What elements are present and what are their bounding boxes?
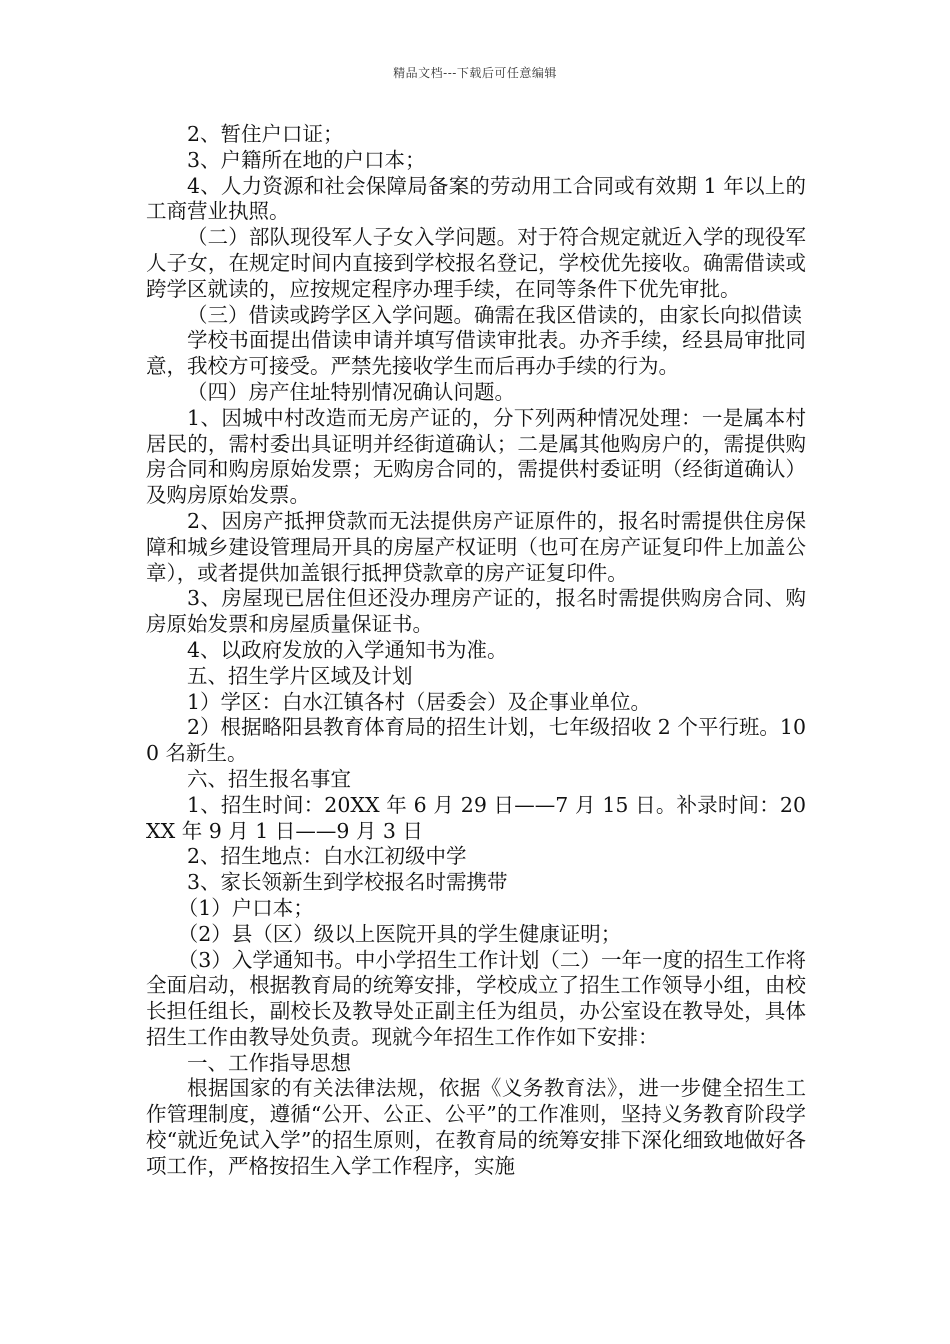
paragraph: 3、户籍所在地的户口本； [187,147,426,172]
paragraph: （三）借读或跨学区入学问题。确需在我区借读的，由家长向拟借读 [187,302,802,327]
document-body [146,122,806,1180]
section-heading: 一、工作指导思想 [187,1050,351,1075]
paragraph: （1）户口本； [177,895,314,920]
paragraph: 4、人力资源和社会保障局备案的劳动用工合同或有效期 1 年以上的工商营业执照。 [146,173,806,224]
paragraph: 1、因城中村改造而无房产证的，分下列两种情况处理：一是属本村居民的，需村委出具证明并经街道确认；二是属其他购房户的，需提供购房合同和购房原始发票；无购房合同的，需提供村委证明（经街道确认）及购房原始发票。 [146,405,806,508]
paragraph: 3、房屋现已居住但还没办理房产证的，报名时需提供购房合同、购房原始发票和房屋质量保证书。 [146,586,806,637]
paragraph: 学校书面提出借读申请并填写借读审批表。办齐手续，经县局审批同意，我校方可接受。严禁先接收学生而后再办手续的行为。 [146,328,806,379]
paragraph: （二）部队现役军人子女入学问题。对于符合规定就近入学的现役军人子女，在规定时间内直接到学校报名登记，学校优先接收。确需借读或跨学区就读的，应按规定程序办理手续，在同等条件下优先审批。 [146,225,806,301]
section-heading: 五、招生学片区域及计划 [187,663,413,688]
paragraph: 2）根据略阳县教育体育局的招生计划，七年级招收 2 个平行班。100 名新生。 [146,715,806,766]
paragraph: 2、招生地点：白水江初级中学 [187,844,467,869]
section-heading: 六、招生报名事宜 [187,766,351,791]
paragraph: 2、因房产抵押贷款而无法提供房产证原件的，报名时需提供住房保障和城乡建设管理局开具的房屋产权证明（也可在房产证复印件上加盖公章），或者提供加盖银行抵押贷款章的房产证复印件。 [146,508,806,585]
paragraph: 1、招生时间：20XX 年 6 月 29 日——7 月 15 日。补录时间：20XX 年 9 月 1 日——9 月 3 日 [146,792,806,843]
paragraph: 2、暂住户口证； [187,122,344,146]
page-header: 精品文档---下载后可任意编辑 [393,66,557,80]
paragraph: （3）入学通知书。中小学招生工作计划（二）一年一度的招生工作将全面启动，根据教育局的统筹安排，学校成立了招生工作领导小组，由校长担任组长，副校长及教导处正副主任为组员，办公室设在教导处，具体招生工作由教导处负责。现就今年招生工作作如下安排： [146,947,806,1049]
paragraph: （2）县（区）级以上医院开具的学生健康证明； [177,921,622,946]
paragraph: （四）房产住址特别情况确认问题。 [187,379,515,404]
paragraph: 根据国家的有关法律法规，依据《义务教育法》，进一步健全招生工作管理制度，遵循“公开、公正、公平”的工作准则，坚持义务教育阶段学校“就近免试入学”的招生原则，在教育局的统筹安排下深化细致地做好各项工作，严格按招生入学工作程序，实施 [146,1076,806,1178]
paragraph: 4、以政府发放的入学通知书为准。 [187,637,508,662]
paragraph: 3、家长领新生到学校报名时需携带 [187,870,508,895]
paragraph: 1）学区：白水江镇各村（居委会）及企事业单位。 [187,689,652,714]
